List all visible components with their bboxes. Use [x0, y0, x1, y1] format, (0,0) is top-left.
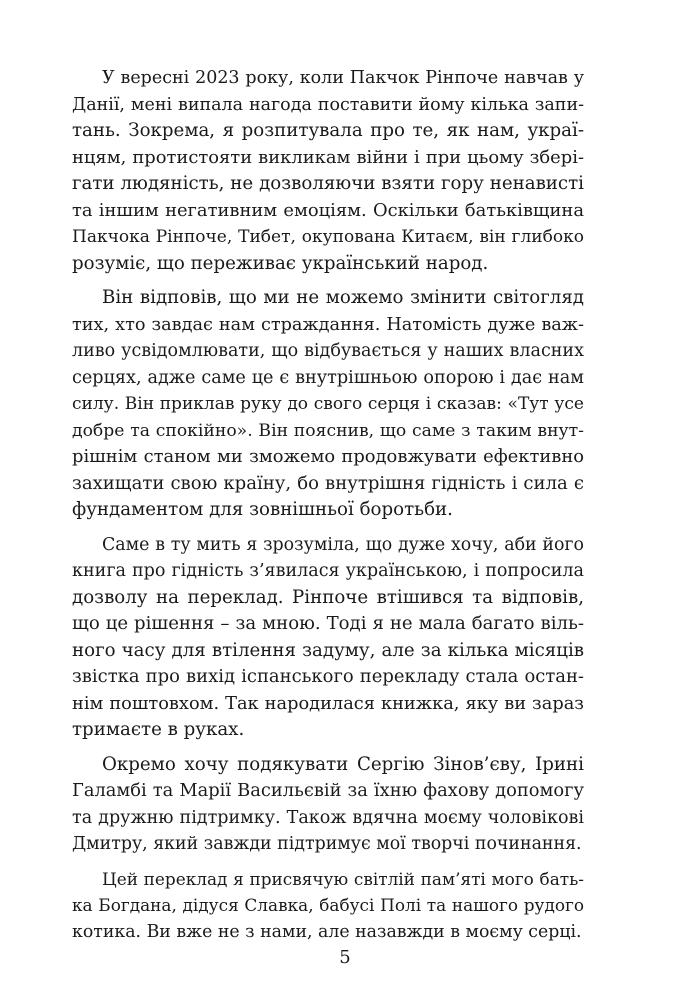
text-line: У вересні 2023 року, коли Пакчок Рінпоче навчав у	[102, 68, 584, 88]
text-line: тих, хто завдає нам страждання. Натомість дуже важ-	[72, 314, 584, 335]
text-line: ного часу для втілення задуму, але за кілька місяців	[72, 639, 584, 661]
text-line: Пакчока Рінпоче, Тибет, окупована Китаєм, він глибоко	[72, 227, 584, 247]
paragraph	[72, 285, 584, 524]
text-line: тримаєте в руках.	[72, 719, 245, 740]
page-number: 5	[339, 947, 351, 968]
text-line: рішнім станом ми зможемо продовжувати ефективно	[72, 446, 584, 467]
text-line: Він відповів, що ми не можемо змінити світогляд	[102, 287, 584, 308]
text-line: Галамбі та Марії Васильєвій за їхню фахову допомогу	[72, 780, 584, 801]
paragraph	[72, 866, 584, 946]
text-line: та іншим негативним емоціям. Оскільки батьківщина	[72, 199, 584, 221]
text-line: що це рішення – за мною. Тоді я не мала багато віль-	[72, 613, 584, 634]
text-line: тань. Зокрема, я розпитувала про те, як нам, украї-	[72, 120, 584, 141]
text-line: Данії, мені випала нагода поставити йому кілька запи-	[72, 94, 584, 115]
text-line: ка Богдана, дідуся Славка, бабусі Полі та нашого рудого	[72, 895, 584, 915]
text-line: гати людяність, не дозволяючи взяти гору ненависті	[72, 173, 584, 194]
text-line: дозволу на переклад. Рінпоче втішився та відповів,	[72, 586, 584, 608]
text-line: розуміє, що переживає український народ.	[72, 252, 489, 274]
text-line: захищати свою країну, бо внутрішня гідність і сила є	[72, 472, 584, 494]
text-line: добре та спокійно». Він пояснив, що саме з таким внут-	[72, 420, 584, 441]
text-line: звістка про вихід іспанського перекладу стала остан-	[72, 666, 584, 687]
text-line: Саме в ту мить я зрозуміла, що дуже хочу, аби його	[102, 534, 584, 555]
text-line: Дмитру, який завжди підтримує мої творчі починання.	[72, 834, 582, 854]
paragraph	[72, 532, 584, 744]
text-line: фундаментом для зовнішньої боротьби.	[72, 499, 453, 520]
text-line: Цей переклад я присвячую світлій пам’яті мого бать-	[102, 868, 584, 889]
text-line: нім поштовхом. Так народилася книжка, яку ви зараз	[72, 693, 584, 714]
page-body	[72, 65, 584, 953]
text-line: книга про гідність з’явилася українською, і попросила	[72, 561, 584, 581]
text-line: ливо усвідомлювати, що відбувається у наших власних	[72, 341, 584, 361]
text-line: силу. Він приклав руку до свого серця і сказав: «Тут усе	[72, 394, 584, 414]
paragraph	[72, 65, 584, 277]
text-line: серцях, адже саме це є внутрішньою опорою і дає нам	[72, 367, 584, 388]
text-line: Окремо хочу подякувати Сергію Зінов’єву, Ірині	[102, 753, 584, 775]
text-line: котика. Ви вже не з нами, але назавжди в моєму серці.	[72, 921, 582, 942]
text-line: нцям, протистояти викликам війни і при цьому збері-	[72, 146, 584, 168]
paragraph	[72, 752, 584, 858]
text-line: та дружню підтримку. Також вдячна моєму чоловікові	[72, 807, 584, 828]
